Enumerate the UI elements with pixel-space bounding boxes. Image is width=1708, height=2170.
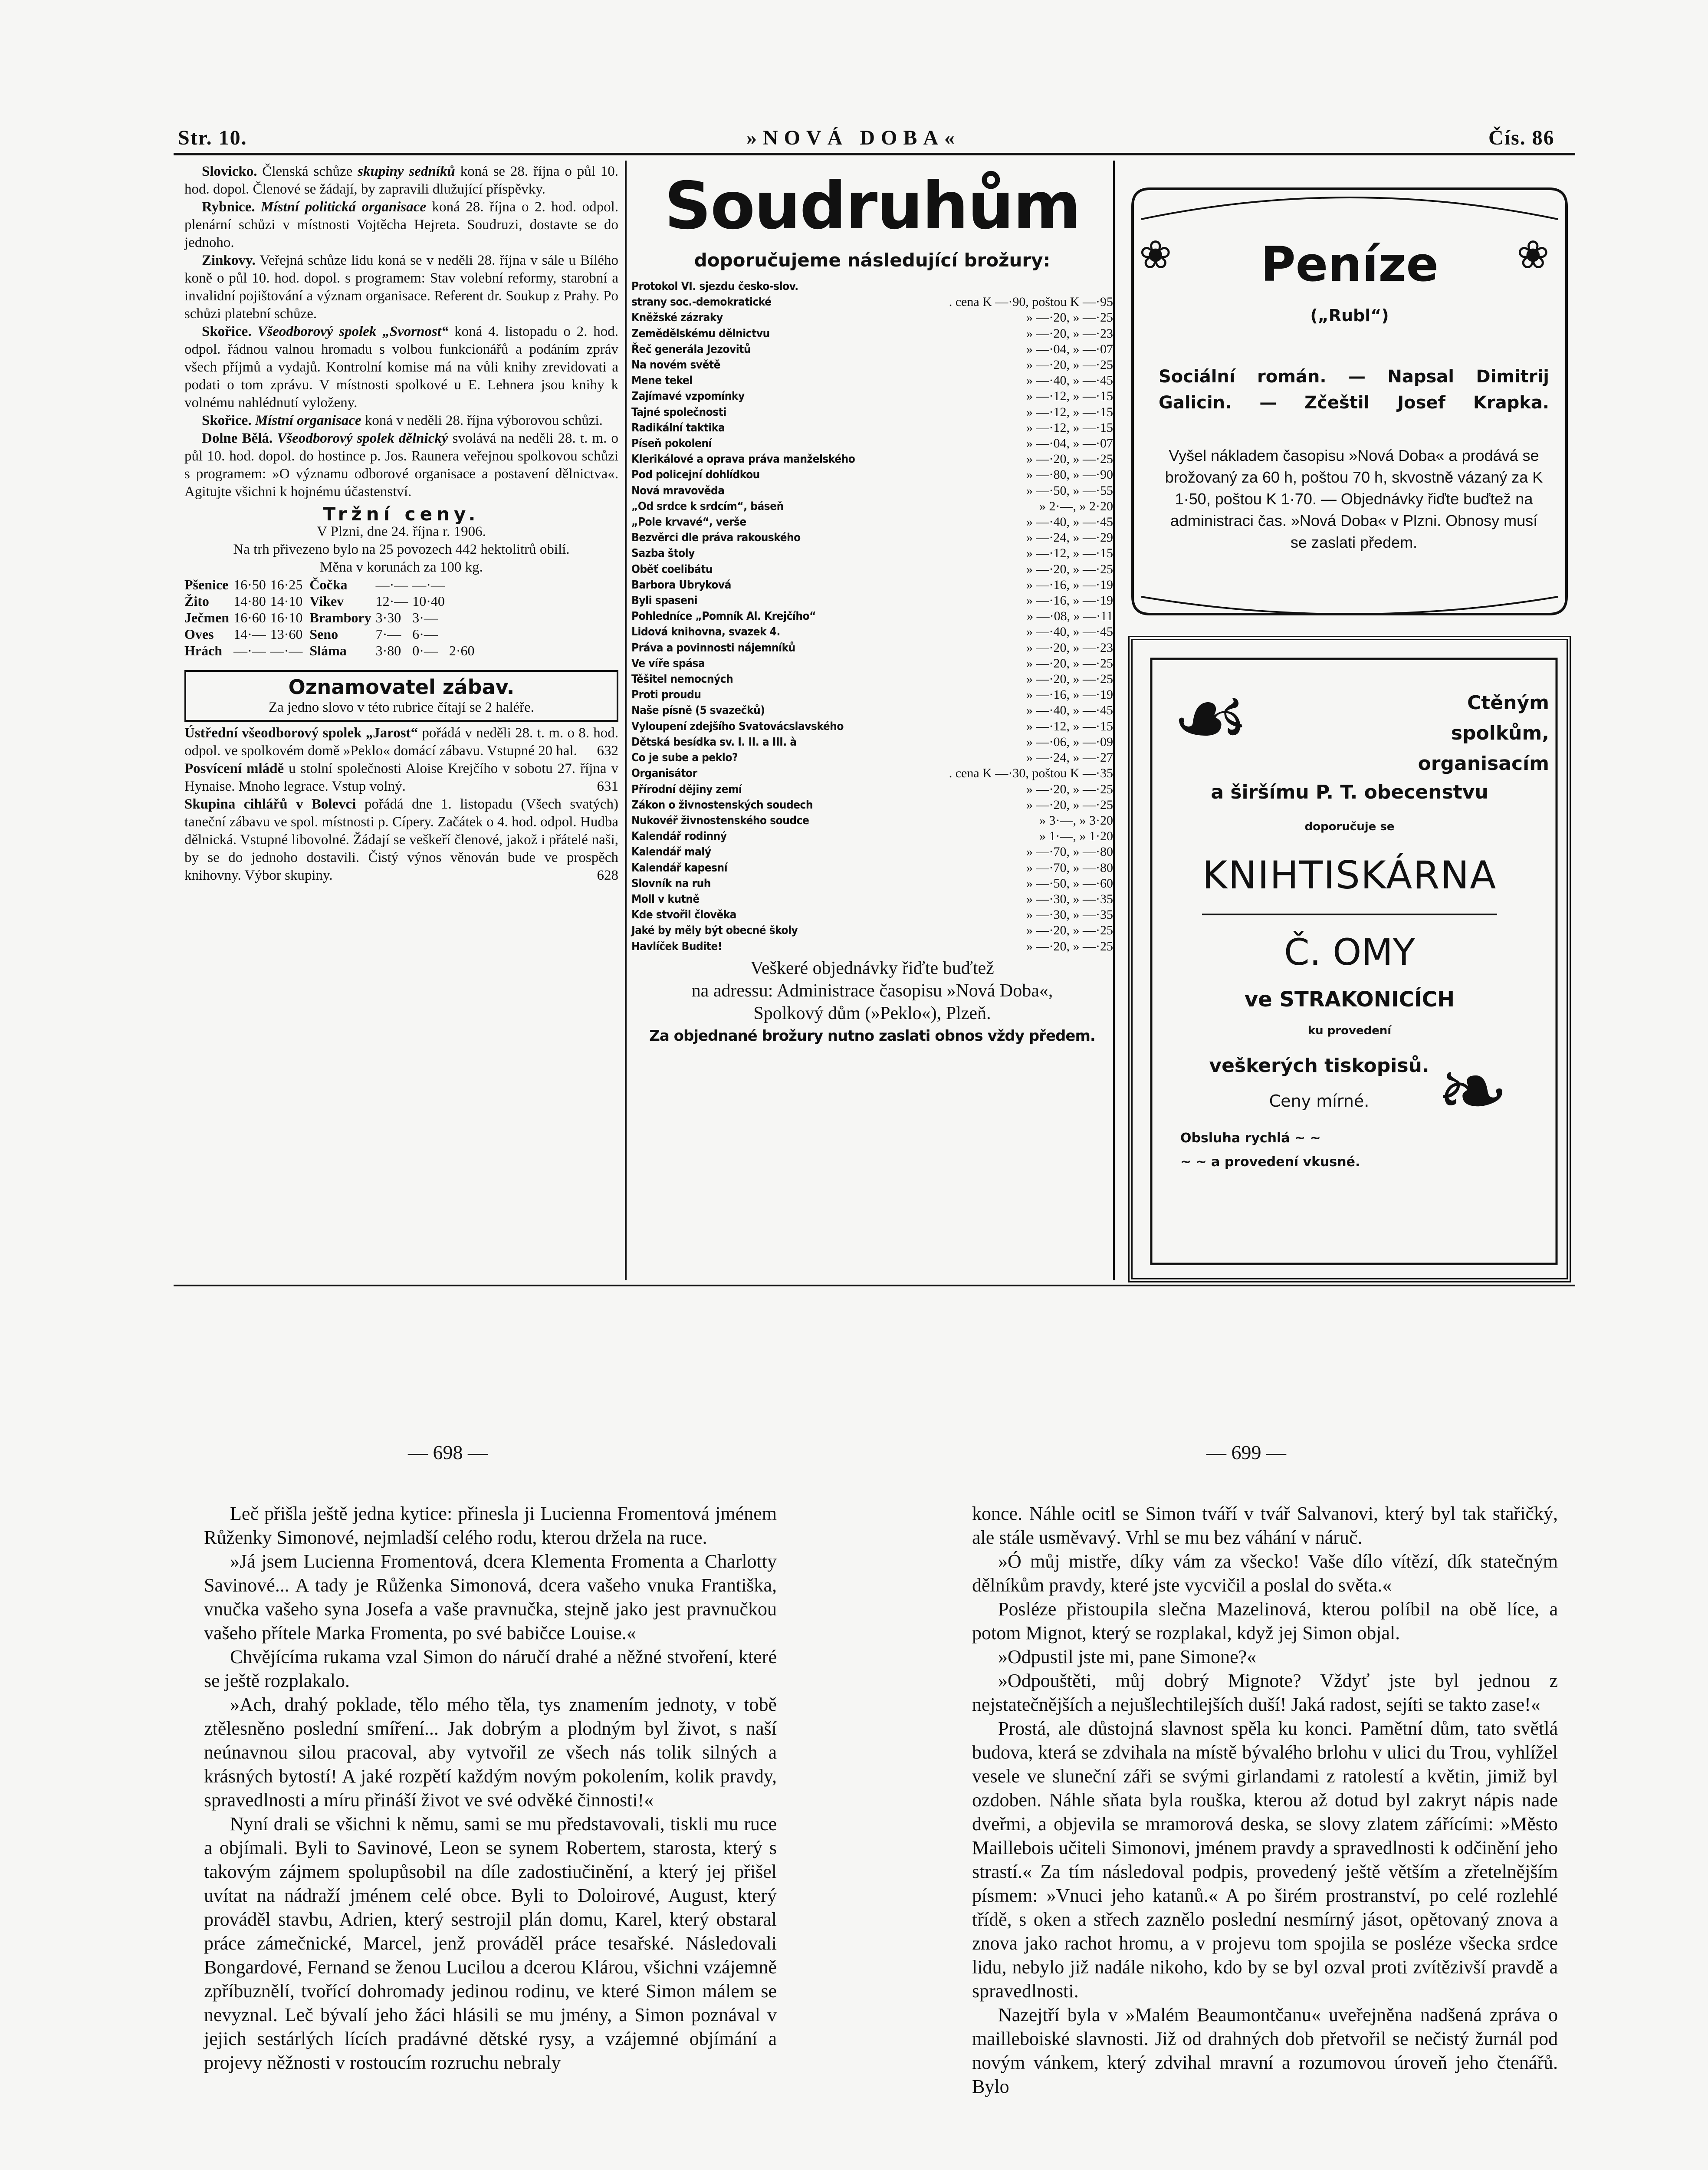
book-title: Pohledníce „Pomník Al. Krejčího“ (631, 610, 816, 623)
book-title: Dětská besídka sv. I. II. a III. à (631, 735, 797, 749)
notice-text: Veřejná schůze lidu koná se v neděli 28. října v sále u Bílého koně o půl 10. hod. dopol. s programem: Stav volební reformy, starobní a invalidní pojištování a význam organisace. Referent dr. Soukup z Prahy. Po schůzi platební schůze. (184, 253, 618, 322)
book-title: „Od srdce k srdcím“, báseň (631, 500, 784, 513)
book-title: Sazba štoly (631, 547, 695, 560)
penize-title: Peníze (1261, 237, 1439, 292)
service-text-1: Obsluha rychlá (1180, 1131, 1290, 1146)
oznamovatel-subtitle: Za jedno slovo v této rubrice čítají se 2 haléře. (268, 700, 535, 715)
market-commodity: Čočka (309, 577, 348, 592)
book-title: Havlíček Budite! (631, 940, 723, 953)
book-row (631, 279, 1113, 294)
book-title: Kněžské zázraky (631, 311, 723, 325)
book-title: Mene tekel (631, 374, 693, 388)
penize-line-2: Galicin. — Zčeštil Josef Krapka. (1159, 393, 1549, 413)
page-number-right: — 699 — (1206, 1441, 1286, 1463)
notice-text: Členská schůze (257, 164, 358, 179)
book-title: Kalendář kapesní (631, 861, 728, 875)
classified-ad (184, 760, 618, 796)
book-title: Co je sube a peklo? (631, 751, 738, 765)
book-price: » —·12, » —·15 (1026, 389, 1113, 404)
book-row (631, 373, 1113, 388)
market-price: 16·50 (233, 577, 266, 592)
book-row (631, 546, 1113, 561)
book-row (631, 326, 1113, 342)
book-price: » —·20, » —·25 (1026, 358, 1113, 372)
book-price: . cena K —·90, poštou K —·95 (949, 295, 1113, 309)
notice-text (255, 199, 261, 215)
book-row (631, 294, 1113, 310)
book-price: » —·04, » —·07 (1026, 342, 1113, 356)
book-title: Zajímavé vzpomínky (631, 390, 745, 403)
book-title: Slovník na ruh (631, 877, 711, 890)
book-row (631, 640, 1113, 656)
column-divider-1 (625, 161, 627, 1280)
market-row (309, 593, 479, 609)
notice-rest: koná 28. října o 2. hod. odpol. plenární schůzi v místnosti Vojtěcha Hejreta. Soudruzi, dostavte se do jednoho. (184, 199, 618, 250)
column-divider-2 (1113, 161, 1115, 1280)
book-row (631, 310, 1113, 326)
story-paragraph: »Já jsem Lucienna Fromentová, dcera Klementa Fromenta a Charlotty Savinové... A tady je Růženka Simonová, dcera vašeho vnuka Františka, vnučka vašeho syna Josefa a vaše pravnučka, stejně jako jest pravnučkou vašeho přítele Marka Fromenta, po své babičce Louise.« (204, 1551, 777, 1644)
header-title: »NOVÁ DOBA« (746, 126, 961, 149)
market-title: Tržní ceny. (323, 503, 480, 525)
market-price: 12·— (375, 593, 408, 609)
market-dateline: V Plzni, dne 24. října r. 1906. (317, 524, 486, 539)
market-price: —·— (270, 643, 303, 658)
market-row (309, 576, 479, 593)
market-price: 6·— (412, 626, 438, 642)
book-price: » —·40, » —·45 (1026, 703, 1113, 718)
book-price: » —·50, » —·60 (1026, 876, 1113, 891)
header-issue-number: Čís. 86 (1488, 126, 1555, 149)
book-price: » —·20, » —·25 (1026, 939, 1113, 953)
story-paragraph: Nyní drali se všichni k němu, sami se mu představovali, tiskli mu ruce a objímali. Byli to Savinové, Leon se synem Robertem, starosta, který s takovým zájmem spolupůsobil na díle zadostiučinění, a který jej přišel uvítat na nádraží jménem celé obce. Byli to Doloirové, August, který prováděl stavbu, Adrien, který sestrojil plán domu, Karel, který obstaral práce zámečnické, Marcel, jenž prováděl práce tesařské. Následovali Bongardové, Fernand se ženou Lucilou a dcerou Klárou, všichni vzájemně zpříbuznělí, tvořící dohromady jedinou rodinu, ve které Simon málem se nevyznal. Leč bývalí jeho žáci hlásili se mu jmény, a Simon poznával v jejich sestárlých lících pradávné dětské rysy, a vzájemné objímání a projevy něžnosti v rostoucím rozruchu nebraly (204, 1813, 777, 2073)
order-note-2: na adressu: Administrace časopisu »Nová Doba«, (691, 980, 1053, 1001)
book-row (631, 939, 1113, 954)
market-price: 16·25 (270, 577, 303, 592)
ad-organiser: Posvícení mládě (184, 761, 284, 776)
notice-text (273, 431, 277, 446)
notice-text (252, 324, 258, 339)
market-commodity: Pšenice (184, 577, 229, 592)
order-note-4: Za objednané brožury nutno zaslati obnos vždy předem. (649, 1027, 1095, 1045)
book-row (631, 719, 1113, 734)
story-paragraph: Leč přišla ještě jedna kytice: přinesla ji Lucienna Fromentová jménem Růženky Simonové, nejmladší celého rodu, kterou držela na ruce. (204, 1503, 777, 1548)
book-row (631, 813, 1113, 829)
ad-text: u stolní společnosti Aloise Krejčího v sobotu 27. října v Hynaise. Mnoho legrace. Vstup volný. (184, 761, 618, 794)
notice-rest: koná 4. listopadu o 2. hod. odpol. řádnou valnou hromadu s volbou funkcionářů a podáním zpráv všech příjmů a vydajů. Kontrolní komise má na vůli knihy zrevidovati a podati o tom zprávu. V místnosti spolkové u E. Lehnera jsou knihy k volnému nahlédnutí vyloženy. (184, 324, 618, 411)
book-title: Bezvěrci dle práva rakouského (631, 531, 801, 545)
market-currency: Měna v korunách za 100 kg. (320, 559, 483, 575)
notice-paragraph (184, 252, 618, 323)
book-list (631, 279, 1113, 954)
book-row (631, 451, 1113, 467)
penize-ad (1124, 180, 1575, 623)
book-title: Těšitel nemocných (631, 673, 733, 686)
market-row (184, 576, 307, 593)
book-title: Kalendář malý (631, 845, 711, 859)
book-row (631, 420, 1113, 436)
service-line-2: ~ ~ a provedení vkusné. (1180, 1154, 1360, 1170)
book-row (631, 577, 1113, 593)
book-price: » —·12, » —·15 (1026, 404, 1113, 419)
book-title: Moll v kutně (631, 892, 700, 906)
print-shop-name: KNIHTISKÁRNA (1202, 853, 1497, 898)
market-price: 2·60 (449, 643, 475, 658)
market-table-left (184, 576, 307, 659)
market-price: 0·— (412, 643, 438, 658)
ad-number: 628 (597, 868, 618, 883)
book-row (631, 499, 1113, 514)
book-price: » —·20, » —·25 (1026, 452, 1113, 467)
notice-place: Slovicko. (202, 164, 257, 179)
book-row (631, 829, 1113, 844)
market-row (184, 642, 307, 659)
book-price: » —·12, » —·15 (1026, 719, 1113, 733)
book-title: Nová mravověda (631, 484, 725, 497)
book-row (631, 844, 1113, 860)
book-row (631, 608, 1113, 624)
book-price: » —·12, » —·15 (1026, 420, 1113, 435)
story-paragraph: Chvějícíma rukama vzal Simon do náručí drahé a něžné stvoření, které se ještě rozplakalo. (204, 1646, 777, 1691)
book-title: Řeč generála Jezovitů (631, 342, 751, 356)
market-commodity: Seno (309, 626, 338, 642)
greeting (1315, 688, 1554, 779)
greeting-line-4: a širšímu P. T. obecenstvu (1211, 781, 1488, 803)
notice-organisation: skupiny sedníků (358, 164, 455, 179)
book-row (631, 593, 1113, 608)
bottom-rule (174, 1285, 1575, 1286)
flower-icon-right: ❀ (1517, 232, 1550, 278)
order-note-3: Spolkový dům (»Peklo«), Plzeň. (753, 1003, 991, 1023)
book-row (631, 483, 1113, 499)
book-price: » —·20, » —·25 (1026, 672, 1113, 687)
ad-text: pořádá v neděli 28. t. m. o 8. hod. odpol. ve spolkovém domě »Peklo« domácí zábavu. Vstupné 20 hal. (184, 725, 618, 759)
book-title: Organisátor (631, 767, 697, 780)
notice-paragraph (184, 198, 618, 252)
market-price: 16·60 (233, 610, 266, 625)
notice-place: Skořice. (202, 324, 252, 339)
service-line-1: Obsluha rychlá ~ ~ (1180, 1131, 1321, 1146)
book-price: » —·24, » —·29 (1026, 530, 1113, 545)
book-row (631, 656, 1113, 671)
book-price: » —·12, » —·15 (1026, 546, 1113, 561)
book-title: Zákon o živnostenských soudech (631, 798, 813, 812)
book-title: Píseň pokolení (631, 437, 712, 450)
market-price: 7·— (375, 626, 401, 642)
cherub-icon-bottom: ❧ (1436, 1041, 1509, 1142)
book-row (631, 671, 1113, 687)
market-commodity: Ječmen (184, 610, 230, 625)
for-execution: ku provedení (1307, 1024, 1392, 1037)
notice-rest: koná v neděli 28. října výborovou schůzi. (361, 413, 603, 428)
prices: Ceny mírné. (1269, 1092, 1370, 1111)
notice-rest: svolává na neděli 28. t. m. o půl 10. hod. dopol. do hostince p. Jos. Raunera veřejnou spolkovou schůzi s programem: »O významu odborové organisace a postavení dělnictva«. Agitujte všichni k hojnému účastenství. (184, 431, 619, 500)
market-commodity: Hrách (184, 643, 223, 658)
book-row (631, 766, 1113, 781)
book-title: Přírodní dějiny zemí (631, 783, 742, 796)
notice-paragraph (184, 163, 618, 198)
book-price: » —·40, » —·45 (1026, 373, 1113, 388)
market-price: 3·80 (375, 643, 401, 658)
print-shop-ad (1128, 636, 1571, 1282)
market-price: —·— (233, 643, 266, 658)
market-intro: Na trh přivezeno bylo na 25 povozech 442 hektolitrů obilí. (233, 542, 570, 557)
book-title: Ve víře spása (631, 657, 705, 670)
book-price: » 1·—, » 1·20 (1039, 829, 1113, 844)
greeting-line-3: organisacím (1418, 753, 1549, 775)
book-row (631, 797, 1113, 813)
book-title: Nukovéř živnostenského soudce (631, 814, 809, 827)
book-row (631, 562, 1113, 577)
greeting-line-1: Ctěným (1467, 692, 1549, 714)
book-price: » —·20, » —·25 (1026, 656, 1113, 671)
book-title: Lidová knihovna, svazek 4. (631, 625, 780, 639)
book-price: » —·70, » —·80 (1026, 860, 1113, 875)
book-price: » —·16, » —·19 (1026, 577, 1113, 592)
book-row (631, 357, 1113, 373)
penize-line-1: Sociální román. — Napsal Dimitrij (1159, 367, 1549, 387)
service-text-2: a provedení vkusné. (1211, 1154, 1360, 1170)
notice-paragraph (184, 412, 618, 430)
book-price: » —·20, » —·25 (1026, 797, 1113, 812)
market-price: 16·10 (270, 610, 303, 625)
book-row (631, 750, 1113, 766)
book-title: Kde stvořil člověka (631, 908, 736, 922)
ad-number: 632 (597, 743, 618, 759)
book-title: Práva a povinnosti nájemníků (631, 641, 795, 654)
book-row (631, 703, 1113, 718)
book-title: Radikální taktika (631, 421, 725, 434)
story-paragraph: »Odpouštěti, můj dobrý Mignote? Vždyť jste byl jednou z nejstatečnějších a nejušlechtilejších duší! Jaká radost, sejíti se takto zase!« (972, 1670, 1558, 1715)
market-row (184, 626, 307, 642)
story-left-column (204, 1502, 777, 2075)
book-title: Naše písně (5 svazečků) (631, 704, 765, 717)
market-price: —·— (375, 577, 408, 592)
book-price: » —·20, » —·25 (1026, 310, 1113, 325)
story-paragraph: »Ó můj mistře, díky vám za všecko! Vaše dílo vítězí, dík statečným dělníkům pravdy, které jste vycvičil a poslal do světa.« (972, 1551, 1558, 1596)
market-commodity: Žito (184, 593, 209, 609)
notice-place: Dolne Bělá. (202, 431, 273, 446)
market-price: —·— (412, 577, 445, 592)
story-paragraph: »Odpustil jste mi, pane Simone?« (998, 1646, 1257, 1667)
book-price: » —·20, » —·25 (1026, 923, 1113, 938)
classified-ads (184, 724, 618, 884)
book-title: Jaké by měly být obecné školy (631, 924, 798, 937)
book-price: » 3·—, » 3·20 (1039, 813, 1113, 828)
book-title: „Pole krvavé“, verše (631, 516, 746, 529)
book-row (631, 782, 1113, 797)
book-price: » 2·—, » 2·20 (1039, 499, 1113, 513)
notice-place: Rybnice. (202, 199, 255, 215)
book-row (631, 734, 1113, 750)
book-row (631, 907, 1113, 923)
notice-text (252, 413, 255, 428)
book-title: Pod policejní dohlídkou (631, 468, 760, 482)
cherub-icon-top: ☙ (1172, 667, 1250, 769)
book-title: Protokol VI. sjezdu česko-slov. (631, 280, 798, 293)
book-row (631, 514, 1113, 530)
book-price: » —·20, » —·25 (1026, 562, 1113, 576)
market-price: 3·— (412, 610, 438, 625)
book-title: Kalendář rodinný (631, 830, 727, 843)
ad-number: 631 (597, 779, 618, 794)
market-row (184, 609, 307, 626)
name-underline (1202, 914, 1497, 915)
book-price: » —·30, » —·35 (1026, 907, 1113, 922)
market-price: 3·30 (375, 610, 401, 625)
oznamovatel-box (184, 670, 618, 722)
book-row (631, 436, 1113, 451)
book-price: » —·20, » —·23 (1026, 326, 1113, 341)
book-title: Oběť coelibátu (631, 562, 713, 576)
story-paragraph: »Ach, drahý poklade, tělo mého těla, tys znamením jednoty, v tobě ztělesněno poslední smíření... Jak dobrým a plodným byl život, s naší neúnavnou silou pracoval, aby vytvořil ze všech nás tolik silných a krásných bytostí! A jaké rozpětí každým novým pokolením, kolik pravdy, spravedlnosti a míru přináší život ve své odvěké činnosti!« (204, 1694, 777, 1811)
book-row (631, 467, 1113, 483)
page-number-left: — 698 — (408, 1441, 488, 1463)
market-price: 14·80 (233, 593, 266, 609)
print-shop-place: ve STRAKONICÍCH (1244, 987, 1455, 1012)
market-price: 10·40 (412, 593, 445, 609)
header-rule (174, 153, 1575, 155)
market-row (309, 626, 479, 642)
book-row (631, 891, 1113, 907)
oznamovatel-title: Oznamovatel zábav. (288, 675, 515, 699)
notices (184, 163, 618, 501)
greeting-line-2: spolkům, (1451, 722, 1549, 744)
book-title: Na novém světě (631, 358, 720, 372)
book-price: . cena K —·30, poštou K —·35 (949, 766, 1113, 781)
market-row (309, 609, 479, 626)
print-shop-owner: Č. OMY (1284, 931, 1415, 973)
market-row (309, 642, 479, 659)
book-price: » —·50, » —·55 (1026, 483, 1113, 498)
ad-organiser: Skupina cihlářů v Bolevci (184, 796, 356, 812)
notice-organisation: Všeodborový spolek dělnický (277, 431, 448, 446)
story-paragraph: Prostá, ale důstojná slavnost spěla ku konci. Pamětní dům, tato světlá budova, která se zdvihala na místě bývalého brlohu v ulici du Trou, vyhlížel vesele ve sluneční záři se svými girlandami z ratolestí a květin, jimiž byl ozdoben. Náhle sňata byla rouška, kterou až dotud byl zakryt nápis nade dveřmi, a objevila se mramorová deska, se slovy zlatem zářícími: »Město Maillebois učiteli Simonovi, jménem pravdy a spravedlnosti k odčinění jeho strastí.« Za tím následoval podpis, provedený ještě větším a zřetelnějším písmem: »Vnuci jeho katanů.« A po širém prostranství, po celé rozlehlé třídě, s oken a střech zaznělo poslední nesmírný jásot, opětovaný znova a znova jako rachot hromu, a v projevu tom spojila se posléze všecka srdce lidu, nebylo již nadále nikoho, kdo by se byl ozval proti zvítězivší pravdě a spravedlnosti. (972, 1718, 1558, 2002)
market-row (184, 593, 307, 609)
penize-subtitle: („Rubl“) (1310, 306, 1389, 325)
book-title: Byli spaseni (631, 594, 698, 608)
book-price: » —·16, » —·19 (1026, 687, 1113, 702)
book-title: Tajné společnosti (631, 405, 726, 419)
notice-paragraph (184, 430, 618, 501)
book-title: Klerikálové a oprava práva manželského (631, 453, 855, 466)
notice-place: Zinkovy. (202, 253, 256, 268)
book-row (631, 923, 1113, 938)
story-paragraph: Posléze přistoupila slečna Mazelinová, kterou políbil na obě líce, a potom Mignot, který se rozplakal, když jej Simon objal. (972, 1598, 1558, 1644)
book-row (631, 342, 1113, 357)
market-commodity: Sláma (309, 643, 347, 658)
book-row (631, 876, 1113, 891)
classified-ad (184, 796, 618, 884)
book-row (631, 388, 1113, 404)
story-right-column (972, 1502, 1558, 2098)
story-paragraph: konce. Náhle ocitl se Simon tváří v tvář Salvanovi, který byl tak stařičký, ale stále usměvavý. Vrhl se mu bez váhání v náruč. (972, 1503, 1558, 1548)
soudruhum-subtitle: doporučujeme následující brožury: (694, 250, 1051, 271)
flower-icon-left: ❀ (1139, 232, 1172, 278)
market-price: 13·60 (270, 626, 303, 642)
notice-organisation: Všeodborový spolek „Svornost“ (257, 324, 449, 339)
market-commodity: Oves (184, 626, 214, 642)
recommends: doporučuje se (1304, 820, 1395, 833)
notice-rest: koná se 28. října o půl 10. hod. dopol. Členové se žádají, by zapravili dlužující příspěvky. (184, 164, 618, 197)
penize-body: Vyšel nákladem časopisu »Nová Doba« a prodává se brožovaný za 60 h, poštou 70 h, skvostně vázaný za K 1·50, poštou K 1·70. — Objednávky řiďte buďtež na administraci čas. »Nová Doba« v Plzni. Obnosy musí se zaslati předem. (1165, 447, 1543, 551)
header-page-number: Str. 10. (178, 126, 247, 149)
notice-organisation: Místní politická organisace (261, 199, 427, 215)
classified-ad (184, 724, 618, 760)
book-price: » —·04, » —·07 (1026, 436, 1113, 451)
book-row (631, 404, 1113, 420)
book-price: » —·06, » —·09 (1026, 734, 1113, 749)
print-items: veškerých tiskopisů. (1209, 1055, 1429, 1077)
book-price: » —·20, » —·25 (1026, 782, 1113, 796)
notice-organisation: Místní organisace (255, 413, 361, 428)
ad-text: pořádá dne 1. listopadu (Všech svatých) taneční zábavu ve spol. místnosti p. Cípery. Začátek o 4. hod. odpol. Hudba dělnická. Vstupné libovolné. Žádají se veškeří členové, jakož i přátelé naši, by se do jednoho dostavili. Čistý výnos věnován bude ve prospěch knihovny. Výbor skupiny. (184, 796, 618, 883)
book-price: » —·16, » —·19 (1026, 593, 1113, 608)
notice-place: Skořice. (202, 413, 252, 428)
book-price: » —·70, » —·80 (1026, 845, 1113, 859)
book-row (631, 624, 1113, 640)
book-price: » —·20, » —·23 (1026, 640, 1113, 655)
story-paragraph: Nazejtří byla v »Malém Beaumontčanu« uveřejněna nadšená zpráva o mailleboiské slavnosti. Již od drahných dob přetvořil se nečistý žurnál pod novým vánkem, který zdvihal mravní a rozumovou úroveň jeho čtenářů. Bylo (972, 2004, 1558, 2097)
middle-column (631, 168, 1113, 1047)
left-column (184, 163, 618, 884)
market-price: 14·— (233, 626, 266, 642)
market-table-right (309, 576, 479, 659)
book-title: strany soc.-demokratické (631, 296, 772, 309)
ad-organiser: Ústřední všeodborový spolek „Jarost“ (184, 725, 418, 741)
notice-paragraph (184, 323, 618, 412)
book-row (631, 530, 1113, 546)
book-row (631, 687, 1113, 703)
book-title: Vyloupení zdejšího Svatovácslavského (631, 720, 844, 733)
order-note-1: Veškeré objednávky řiďte buďtež (750, 958, 994, 978)
market-price: 14·10 (270, 593, 303, 609)
book-price: » —·40, » —·45 (1026, 625, 1113, 639)
book-price: » —·40, » —·45 (1026, 515, 1113, 529)
market-commodity: Brambory (309, 610, 371, 625)
market-commodity: Vikev (309, 593, 344, 609)
book-price: » —·80, » —·90 (1026, 467, 1113, 482)
soudruhum-title: Soudruhům (664, 168, 1080, 244)
book-title: Zemědělskému dělnictvu (631, 327, 770, 340)
book-title: Barbora Ubryková (631, 578, 731, 592)
book-price: » —·30, » —·35 (1026, 891, 1113, 906)
book-price: » —·08, » —·11 (1027, 609, 1113, 624)
book-price: » —·24, » —·27 (1026, 750, 1113, 765)
market-table (184, 576, 618, 659)
book-title: Proti proudu (631, 688, 701, 702)
book-row (631, 860, 1113, 876)
